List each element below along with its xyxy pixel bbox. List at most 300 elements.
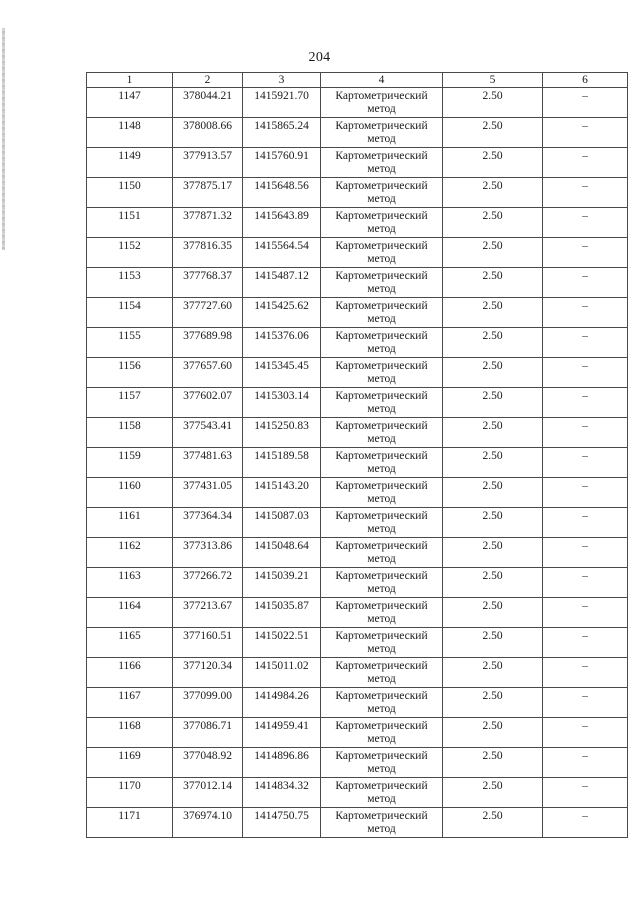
method-line-2: метод bbox=[367, 132, 396, 145]
x-coordinate-value: 377602.07 bbox=[183, 390, 232, 402]
x-coordinate-value: 377313.86 bbox=[183, 540, 232, 552]
x-coordinate-value: 377160.51 bbox=[183, 630, 232, 642]
method-cell bbox=[321, 748, 443, 778]
x-coordinate-cell bbox=[173, 208, 243, 238]
table-row bbox=[87, 598, 628, 628]
method-cell bbox=[321, 778, 443, 808]
table-row bbox=[87, 88, 628, 118]
point-number-value: 1161 bbox=[118, 510, 141, 522]
method-cell bbox=[321, 298, 443, 328]
note-value: – bbox=[582, 90, 588, 102]
x-coordinate-cell bbox=[173, 508, 243, 538]
accuracy-cell bbox=[443, 658, 543, 688]
x-coordinate-cell bbox=[173, 748, 243, 778]
accuracy-value: 2.50 bbox=[482, 810, 503, 822]
method-line-1: Картометрический bbox=[335, 420, 428, 432]
method-cell bbox=[321, 148, 443, 178]
point-number-cell bbox=[87, 538, 173, 568]
method-cell bbox=[321, 508, 443, 538]
x-coordinate-cell bbox=[173, 478, 243, 508]
x-coordinate-cell bbox=[173, 148, 243, 178]
point-number-value: 1151 bbox=[118, 210, 141, 222]
method-line-1: Картометрический bbox=[335, 390, 428, 402]
accuracy-value: 2.50 bbox=[482, 480, 503, 492]
note-cell bbox=[543, 538, 628, 568]
table-row bbox=[87, 748, 628, 778]
column-header-1: 1 bbox=[87, 73, 173, 88]
x-coordinate-cell bbox=[173, 418, 243, 448]
method-line-1: Картометрический bbox=[335, 510, 428, 522]
point-number-value: 1168 bbox=[118, 720, 141, 732]
method-line-2: метод bbox=[367, 612, 396, 625]
x-coordinate-value: 378008.66 bbox=[183, 120, 232, 132]
note-cell bbox=[543, 718, 628, 748]
method-line-2: метод bbox=[367, 522, 396, 535]
accuracy-value: 2.50 bbox=[482, 390, 503, 402]
column-header-2: 2 bbox=[173, 73, 243, 88]
point-number-cell bbox=[87, 688, 173, 718]
method-cell bbox=[321, 448, 443, 478]
method-line-2: метод bbox=[367, 222, 396, 235]
accuracy-value: 2.50 bbox=[482, 420, 503, 432]
note-cell bbox=[543, 598, 628, 628]
point-number-cell bbox=[87, 388, 173, 418]
point-number-cell bbox=[87, 508, 173, 538]
method-line-2: метод bbox=[367, 792, 396, 805]
note-value: – bbox=[582, 360, 588, 372]
y-coordinate-value: 1414896.86 bbox=[254, 750, 309, 762]
accuracy-value: 2.50 bbox=[482, 180, 503, 192]
note-value: – bbox=[582, 720, 588, 732]
method-cell bbox=[321, 718, 443, 748]
y-coordinate-value: 1415035.87 bbox=[254, 600, 309, 612]
note-cell bbox=[543, 88, 628, 118]
method-line-2: метод bbox=[367, 582, 396, 595]
method-cell bbox=[321, 388, 443, 418]
method-cell bbox=[321, 658, 443, 688]
accuracy-cell bbox=[443, 568, 543, 598]
accuracy-value: 2.50 bbox=[482, 360, 503, 372]
y-coordinate-value: 1415760.91 bbox=[254, 150, 309, 162]
note-value: – bbox=[582, 270, 588, 282]
method-cell bbox=[321, 208, 443, 238]
x-coordinate-value: 377543.41 bbox=[183, 420, 232, 432]
x-coordinate-value: 376974.10 bbox=[183, 810, 232, 822]
x-coordinate-cell bbox=[173, 658, 243, 688]
point-number-value: 1158 bbox=[118, 420, 141, 432]
table-row bbox=[87, 568, 628, 598]
y-coordinate-value: 1415189.58 bbox=[254, 450, 309, 462]
note-cell bbox=[543, 208, 628, 238]
column-header-6: 6 bbox=[543, 73, 628, 88]
point-number-value: 1159 bbox=[118, 450, 141, 462]
method-line-1: Картометрический bbox=[335, 270, 428, 282]
note-cell bbox=[543, 508, 628, 538]
note-value: – bbox=[582, 540, 588, 552]
x-coordinate-cell bbox=[173, 598, 243, 628]
y-coordinate-cell bbox=[243, 478, 321, 508]
accuracy-cell bbox=[443, 628, 543, 658]
y-coordinate-value: 1414984.26 bbox=[254, 690, 309, 702]
y-coordinate-value: 1415865.24 bbox=[254, 120, 309, 132]
method-line-2: метод bbox=[367, 282, 396, 295]
accuracy-value: 2.50 bbox=[482, 720, 503, 732]
x-coordinate-cell bbox=[173, 238, 243, 268]
accuracy-cell bbox=[443, 718, 543, 748]
method-cell bbox=[321, 268, 443, 298]
y-coordinate-cell bbox=[243, 88, 321, 118]
point-number-cell bbox=[87, 238, 173, 268]
note-value: – bbox=[582, 450, 588, 462]
point-number-cell bbox=[87, 628, 173, 658]
x-coordinate-cell bbox=[173, 298, 243, 328]
point-number-value: 1165 bbox=[118, 630, 141, 642]
method-cell bbox=[321, 358, 443, 388]
x-coordinate-cell bbox=[173, 328, 243, 358]
y-coordinate-value: 1414834.32 bbox=[254, 780, 309, 792]
point-number-value: 1170 bbox=[118, 780, 141, 792]
y-coordinate-cell bbox=[243, 178, 321, 208]
method-cell bbox=[321, 568, 443, 598]
point-number-value: 1149 bbox=[118, 150, 141, 162]
method-line-1: Картометрический bbox=[335, 750, 428, 762]
method-line-1: Картометрический bbox=[335, 540, 428, 552]
table-row bbox=[87, 718, 628, 748]
x-coordinate-value: 377913.57 bbox=[183, 150, 232, 162]
column-header-5: 5 bbox=[443, 73, 543, 88]
point-number-value: 1169 bbox=[118, 750, 141, 762]
point-number-value: 1156 bbox=[118, 360, 141, 372]
method-line-2: метод bbox=[367, 552, 396, 565]
point-number-cell bbox=[87, 328, 173, 358]
note-cell bbox=[543, 478, 628, 508]
y-coordinate-value: 1415022.51 bbox=[254, 630, 309, 642]
y-coordinate-cell bbox=[243, 748, 321, 778]
x-coordinate-cell bbox=[173, 388, 243, 418]
accuracy-cell bbox=[443, 148, 543, 178]
method-line-2: метод bbox=[367, 342, 396, 355]
point-number-value: 1164 bbox=[118, 600, 141, 612]
note-value: – bbox=[582, 570, 588, 582]
point-number-cell bbox=[87, 268, 173, 298]
y-coordinate-value: 1415303.14 bbox=[254, 390, 309, 402]
method-cell bbox=[321, 418, 443, 448]
method-line-2: метод bbox=[367, 462, 396, 475]
accuracy-value: 2.50 bbox=[482, 750, 503, 762]
method-line-1: Картометрический bbox=[335, 450, 428, 462]
coordinates-table bbox=[86, 72, 628, 838]
x-coordinate-cell bbox=[173, 118, 243, 148]
y-coordinate-cell bbox=[243, 268, 321, 298]
note-cell bbox=[543, 148, 628, 178]
point-number-value: 1147 bbox=[118, 90, 141, 102]
method-line-1: Картометрический bbox=[335, 330, 428, 342]
note-value: – bbox=[582, 810, 588, 822]
y-coordinate-cell bbox=[243, 538, 321, 568]
point-number-cell bbox=[87, 418, 173, 448]
method-line-1: Картометрический bbox=[335, 150, 428, 162]
accuracy-value: 2.50 bbox=[482, 90, 503, 102]
x-coordinate-cell bbox=[173, 718, 243, 748]
table-row bbox=[87, 538, 628, 568]
accuracy-value: 2.50 bbox=[482, 150, 503, 162]
accuracy-cell bbox=[443, 538, 543, 568]
method-line-1: Картометрический bbox=[335, 120, 428, 132]
x-coordinate-value: 377768.37 bbox=[183, 270, 232, 282]
method-line-2: метод bbox=[367, 642, 396, 655]
y-coordinate-cell bbox=[243, 688, 321, 718]
method-line-2: метод bbox=[367, 762, 396, 775]
accuracy-value: 2.50 bbox=[482, 660, 503, 672]
y-coordinate-value: 1415087.03 bbox=[254, 510, 309, 522]
table-row bbox=[87, 208, 628, 238]
method-line-1: Картометрический bbox=[335, 780, 428, 792]
method-cell bbox=[321, 478, 443, 508]
accuracy-cell bbox=[443, 178, 543, 208]
method-line-1: Картометрический bbox=[335, 180, 428, 192]
point-number-value: 1150 bbox=[118, 180, 141, 192]
method-cell bbox=[321, 178, 443, 208]
y-coordinate-value: 1415143.20 bbox=[254, 480, 309, 492]
note-value: – bbox=[582, 300, 588, 312]
x-coordinate-cell bbox=[173, 628, 243, 658]
accuracy-cell bbox=[443, 328, 543, 358]
table-row bbox=[87, 628, 628, 658]
method-line-2: метод bbox=[367, 732, 396, 745]
x-coordinate-value: 377048.92 bbox=[183, 750, 232, 762]
y-coordinate-value: 1415039.21 bbox=[254, 570, 309, 582]
x-coordinate-value: 377657.60 bbox=[183, 360, 232, 372]
point-number-cell bbox=[87, 118, 173, 148]
x-coordinate-value: 377364.34 bbox=[183, 510, 232, 522]
note-cell bbox=[543, 418, 628, 448]
column-header-3: 3 bbox=[243, 73, 321, 88]
x-coordinate-value: 378044.21 bbox=[183, 90, 232, 102]
point-number-value: 1154 bbox=[118, 300, 141, 312]
method-cell bbox=[321, 628, 443, 658]
method-cell bbox=[321, 328, 443, 358]
accuracy-cell bbox=[443, 388, 543, 418]
table-row bbox=[87, 808, 628, 838]
accuracy-cell bbox=[443, 598, 543, 628]
y-coordinate-value: 1415376.06 bbox=[254, 330, 309, 342]
x-coordinate-cell bbox=[173, 538, 243, 568]
x-coordinate-value: 377213.67 bbox=[183, 600, 232, 612]
y-coordinate-cell bbox=[243, 328, 321, 358]
y-coordinate-cell bbox=[243, 508, 321, 538]
accuracy-cell bbox=[443, 508, 543, 538]
accuracy-cell bbox=[443, 478, 543, 508]
method-line-1: Картометрический bbox=[335, 90, 428, 102]
x-coordinate-value: 377727.60 bbox=[183, 300, 232, 312]
accuracy-value: 2.50 bbox=[482, 210, 503, 222]
x-coordinate-value: 377816.35 bbox=[183, 240, 232, 252]
method-cell bbox=[321, 88, 443, 118]
accuracy-value: 2.50 bbox=[482, 330, 503, 342]
accuracy-value: 2.50 bbox=[482, 510, 503, 522]
y-coordinate-cell bbox=[243, 658, 321, 688]
point-number-cell bbox=[87, 178, 173, 208]
method-cell bbox=[321, 808, 443, 838]
x-coordinate-cell bbox=[173, 778, 243, 808]
accuracy-cell bbox=[443, 208, 543, 238]
table-row bbox=[87, 238, 628, 268]
y-coordinate-value: 1415345.45 bbox=[254, 360, 309, 372]
note-value: – bbox=[582, 600, 588, 612]
note-value: – bbox=[582, 150, 588, 162]
point-number-value: 1171 bbox=[118, 810, 141, 822]
x-coordinate-cell bbox=[173, 268, 243, 298]
table-row bbox=[87, 268, 628, 298]
note-cell bbox=[543, 628, 628, 658]
method-line-2: метод bbox=[367, 192, 396, 205]
x-coordinate-value: 377689.98 bbox=[183, 330, 232, 342]
accuracy-cell bbox=[443, 118, 543, 148]
table-row bbox=[87, 688, 628, 718]
note-cell bbox=[543, 118, 628, 148]
accuracy-value: 2.50 bbox=[482, 270, 503, 282]
y-coordinate-cell bbox=[243, 598, 321, 628]
x-coordinate-cell bbox=[173, 358, 243, 388]
table-header bbox=[87, 73, 628, 88]
table-row bbox=[87, 358, 628, 388]
x-coordinate-value: 377012.14 bbox=[183, 780, 232, 792]
x-coordinate-cell bbox=[173, 178, 243, 208]
method-line-2: метод bbox=[367, 432, 396, 445]
point-number-value: 1148 bbox=[118, 120, 141, 132]
point-number-cell bbox=[87, 298, 173, 328]
table-row bbox=[87, 478, 628, 508]
table-row bbox=[87, 118, 628, 148]
method-line-1: Картометрический bbox=[335, 360, 428, 372]
point-number-cell bbox=[87, 748, 173, 778]
note-cell bbox=[543, 568, 628, 598]
accuracy-cell bbox=[443, 688, 543, 718]
note-value: – bbox=[582, 330, 588, 342]
y-coordinate-cell bbox=[243, 238, 321, 268]
point-number-value: 1160 bbox=[118, 480, 141, 492]
method-line-1: Картометрический bbox=[335, 630, 428, 642]
method-line-2: метод bbox=[367, 492, 396, 505]
method-line-1: Картометрический bbox=[335, 690, 428, 702]
y-coordinate-value: 1415250.83 bbox=[254, 420, 309, 432]
note-value: – bbox=[582, 210, 588, 222]
x-coordinate-cell bbox=[173, 808, 243, 838]
note-value: – bbox=[582, 510, 588, 522]
accuracy-value: 2.50 bbox=[482, 780, 503, 792]
table-row bbox=[87, 778, 628, 808]
note-cell bbox=[543, 268, 628, 298]
accuracy-value: 2.50 bbox=[482, 600, 503, 612]
accuracy-value: 2.50 bbox=[482, 120, 503, 132]
note-cell bbox=[543, 448, 628, 478]
method-line-2: метод bbox=[367, 822, 396, 835]
method-line-2: метод bbox=[367, 102, 396, 115]
accuracy-cell bbox=[443, 358, 543, 388]
point-number-value: 1162 bbox=[118, 540, 141, 552]
note-cell bbox=[543, 178, 628, 208]
point-number-cell bbox=[87, 88, 173, 118]
point-number-cell bbox=[87, 778, 173, 808]
accuracy-value: 2.50 bbox=[482, 630, 503, 642]
method-line-1: Картометрический bbox=[335, 570, 428, 582]
y-coordinate-cell bbox=[243, 448, 321, 478]
x-coordinate-value: 377871.32 bbox=[183, 210, 232, 222]
method-cell bbox=[321, 688, 443, 718]
note-cell bbox=[543, 808, 628, 838]
y-coordinate-value: 1415564.54 bbox=[254, 240, 309, 252]
y-coordinate-cell bbox=[243, 628, 321, 658]
point-number-cell bbox=[87, 718, 173, 748]
table-row bbox=[87, 418, 628, 448]
y-coordinate-cell bbox=[243, 388, 321, 418]
method-line-1: Картометрический bbox=[335, 300, 428, 312]
y-coordinate-value: 1415487.12 bbox=[254, 270, 309, 282]
note-value: – bbox=[582, 120, 588, 132]
note-cell bbox=[543, 238, 628, 268]
y-coordinate-cell bbox=[243, 208, 321, 238]
note-cell bbox=[543, 778, 628, 808]
note-cell bbox=[543, 658, 628, 688]
y-coordinate-cell bbox=[243, 298, 321, 328]
note-value: – bbox=[582, 420, 588, 432]
table-body bbox=[87, 88, 628, 838]
y-coordinate-cell bbox=[243, 118, 321, 148]
y-coordinate-cell bbox=[243, 808, 321, 838]
method-line-1: Картометрический bbox=[335, 210, 428, 222]
y-coordinate-value: 1415425.62 bbox=[254, 300, 309, 312]
x-coordinate-value: 377099.00 bbox=[183, 690, 232, 702]
x-coordinate-cell bbox=[173, 88, 243, 118]
method-line-1: Картометрический bbox=[335, 660, 428, 672]
method-line-1: Картометрический bbox=[335, 240, 428, 252]
note-cell bbox=[543, 358, 628, 388]
y-coordinate-cell bbox=[243, 418, 321, 448]
method-cell bbox=[321, 538, 443, 568]
point-number-cell bbox=[87, 208, 173, 238]
method-line-1: Картометрический bbox=[335, 600, 428, 612]
method-line-1: Картометрический bbox=[335, 810, 428, 822]
x-coordinate-value: 377086.71 bbox=[183, 720, 232, 732]
method-cell bbox=[321, 598, 443, 628]
y-coordinate-cell bbox=[243, 778, 321, 808]
note-value: – bbox=[582, 660, 588, 672]
table-row bbox=[87, 388, 628, 418]
accuracy-cell bbox=[443, 808, 543, 838]
method-line-1: Картометрический bbox=[335, 480, 428, 492]
note-value: – bbox=[582, 630, 588, 642]
table-row bbox=[87, 148, 628, 178]
point-number-value: 1153 bbox=[118, 270, 141, 282]
header-row bbox=[87, 73, 628, 88]
note-value: – bbox=[582, 780, 588, 792]
point-number-cell bbox=[87, 148, 173, 178]
y-coordinate-value: 1415648.56 bbox=[254, 180, 309, 192]
x-coordinate-value: 377266.72 bbox=[183, 570, 232, 582]
accuracy-value: 2.50 bbox=[482, 450, 503, 462]
y-coordinate-cell bbox=[243, 358, 321, 388]
y-coordinate-value: 1415643.89 bbox=[254, 210, 309, 222]
method-line-2: метод bbox=[367, 162, 396, 175]
note-value: – bbox=[582, 690, 588, 702]
point-number-value: 1167 bbox=[118, 690, 141, 702]
method-line-2: метод bbox=[367, 312, 396, 325]
note-cell bbox=[543, 388, 628, 418]
y-coordinate-cell bbox=[243, 148, 321, 178]
method-line-2: метод bbox=[367, 702, 396, 715]
point-number-cell bbox=[87, 598, 173, 628]
note-cell bbox=[543, 298, 628, 328]
